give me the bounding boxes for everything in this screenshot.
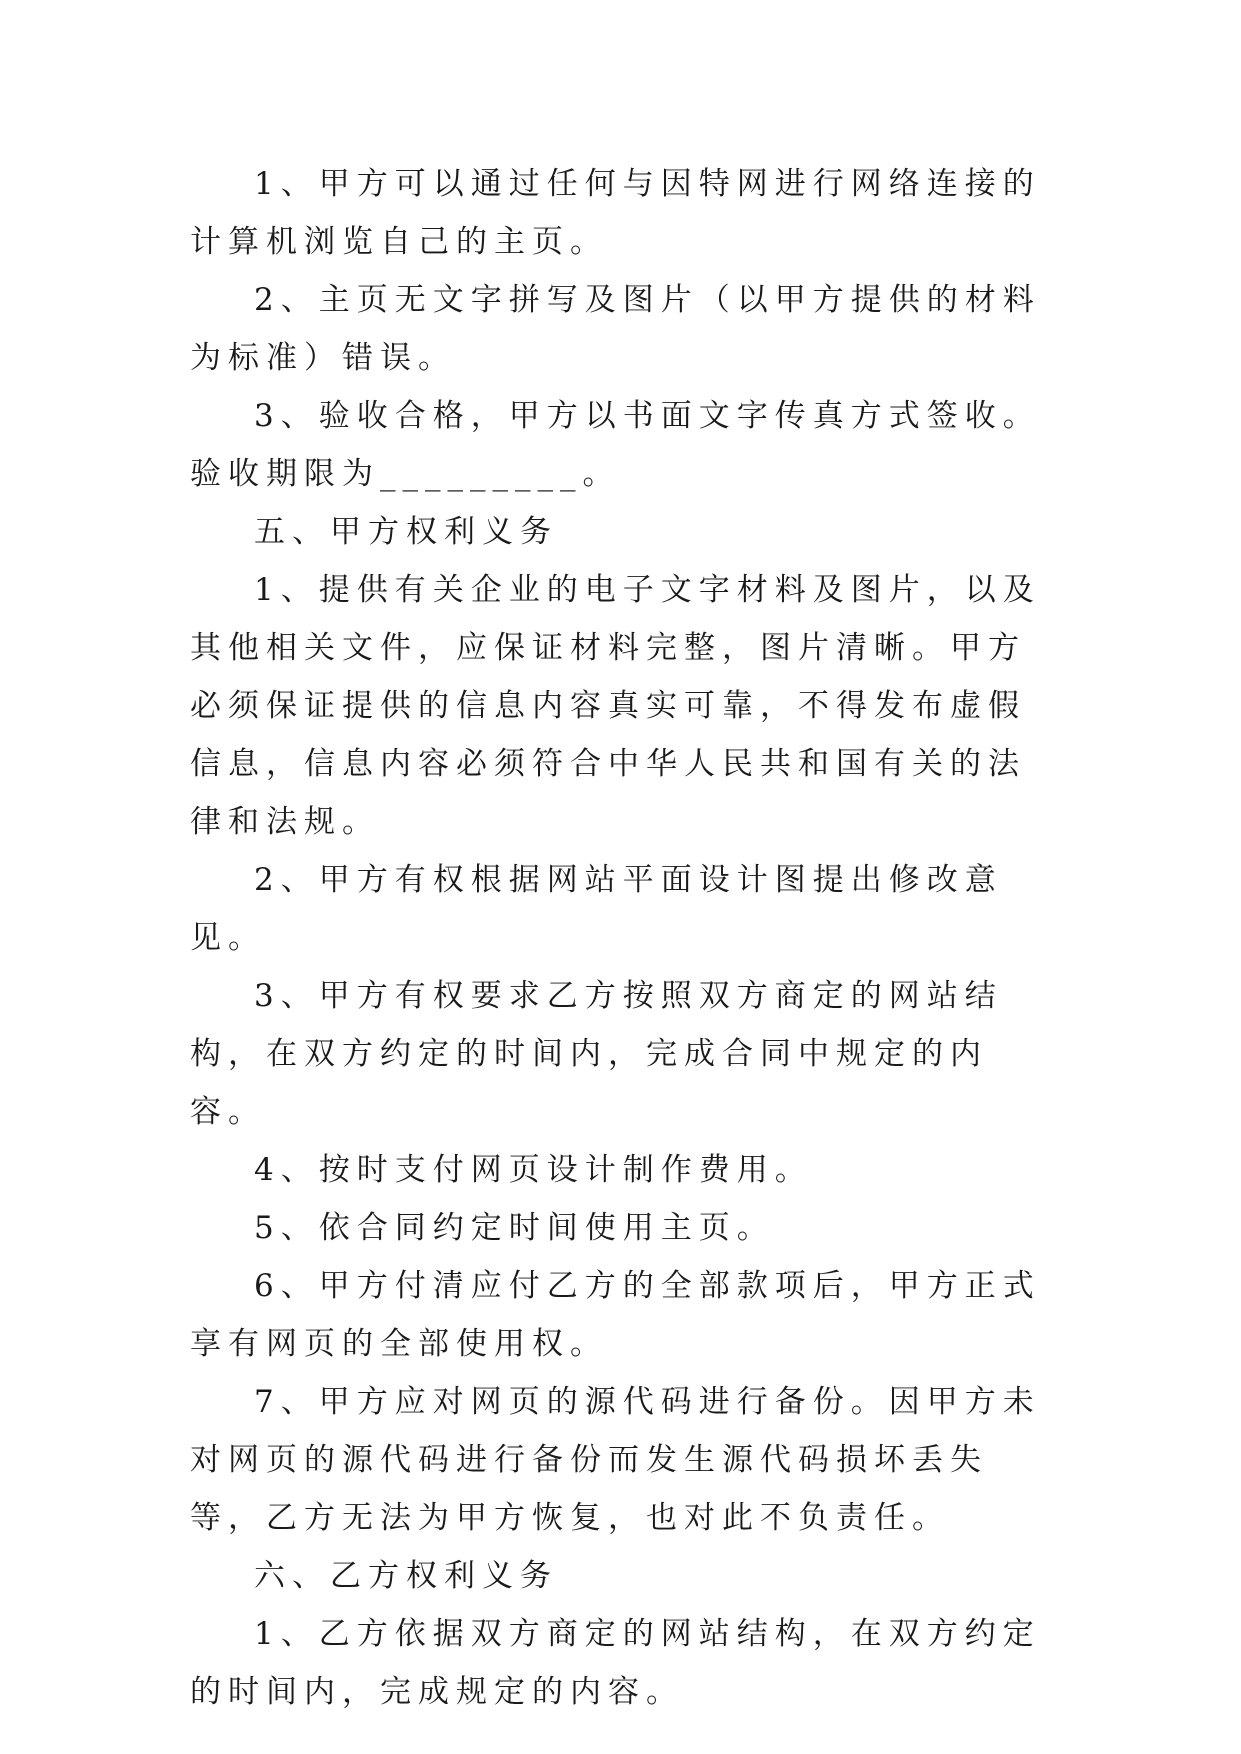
- acceptance-item-1: 1、甲方可以通过任何与因特网进行网络连接的计算机浏览自己的主页。: [190, 166, 1041, 260]
- party-a-item-7: 7、甲方应对网页的源代码进行备份。因甲方未对网页的源代码进行备份而发生源代码损坏丢失等，乙方无法为甲方恢复，也对此不负责任。: [190, 1384, 1041, 1536]
- section-heading-party-b: 六、乙方权利义务: [254, 1558, 558, 1594]
- party-a-item-6: 6、甲方付清应付乙方的全部款项后，甲方正式享有网页的全部使用权。: [190, 1268, 1041, 1362]
- party-a-item-1: 1、提供有关企业的电子文字材料及图片，以及其他相关文件，应保证材料完整，图片清晰。甲方必须保证提供的信息内容真实可靠，不得发布虚假信息，信息内容必须符合中华人民共和国有关的法律和法规。: [190, 572, 1041, 840]
- party-a-item-4: 4、按时支付网页设计制作费用。: [254, 1152, 813, 1188]
- section-heading-party-a: 五、甲方权利义务: [254, 514, 558, 550]
- acceptance-item-3: 3、验收合格，甲方以书面文字传真方式签收。验收期限为_________。: [190, 398, 1041, 492]
- party-a-item-3: 3、甲方有权要求乙方按照双方商定的网站结构，在双方约定的时间内，完成合同中规定的内容。: [190, 978, 1003, 1130]
- document-body: [190, 155, 1060, 1721]
- party-b-item-1: 1、乙方依据双方商定的网站结构，在双方约定的时间内，完成规定的内容。: [190, 1616, 1041, 1710]
- party-a-item-5: 5、依合同约定时间使用主页。: [254, 1210, 775, 1246]
- party-a-item-2: 2、甲方有权根据网站平面设计图提出修改意见。: [190, 862, 1003, 956]
- acceptance-item-2: 2、主页无文字拼写及图片（以甲方提供的材料为标准）错误。: [190, 282, 1041, 376]
